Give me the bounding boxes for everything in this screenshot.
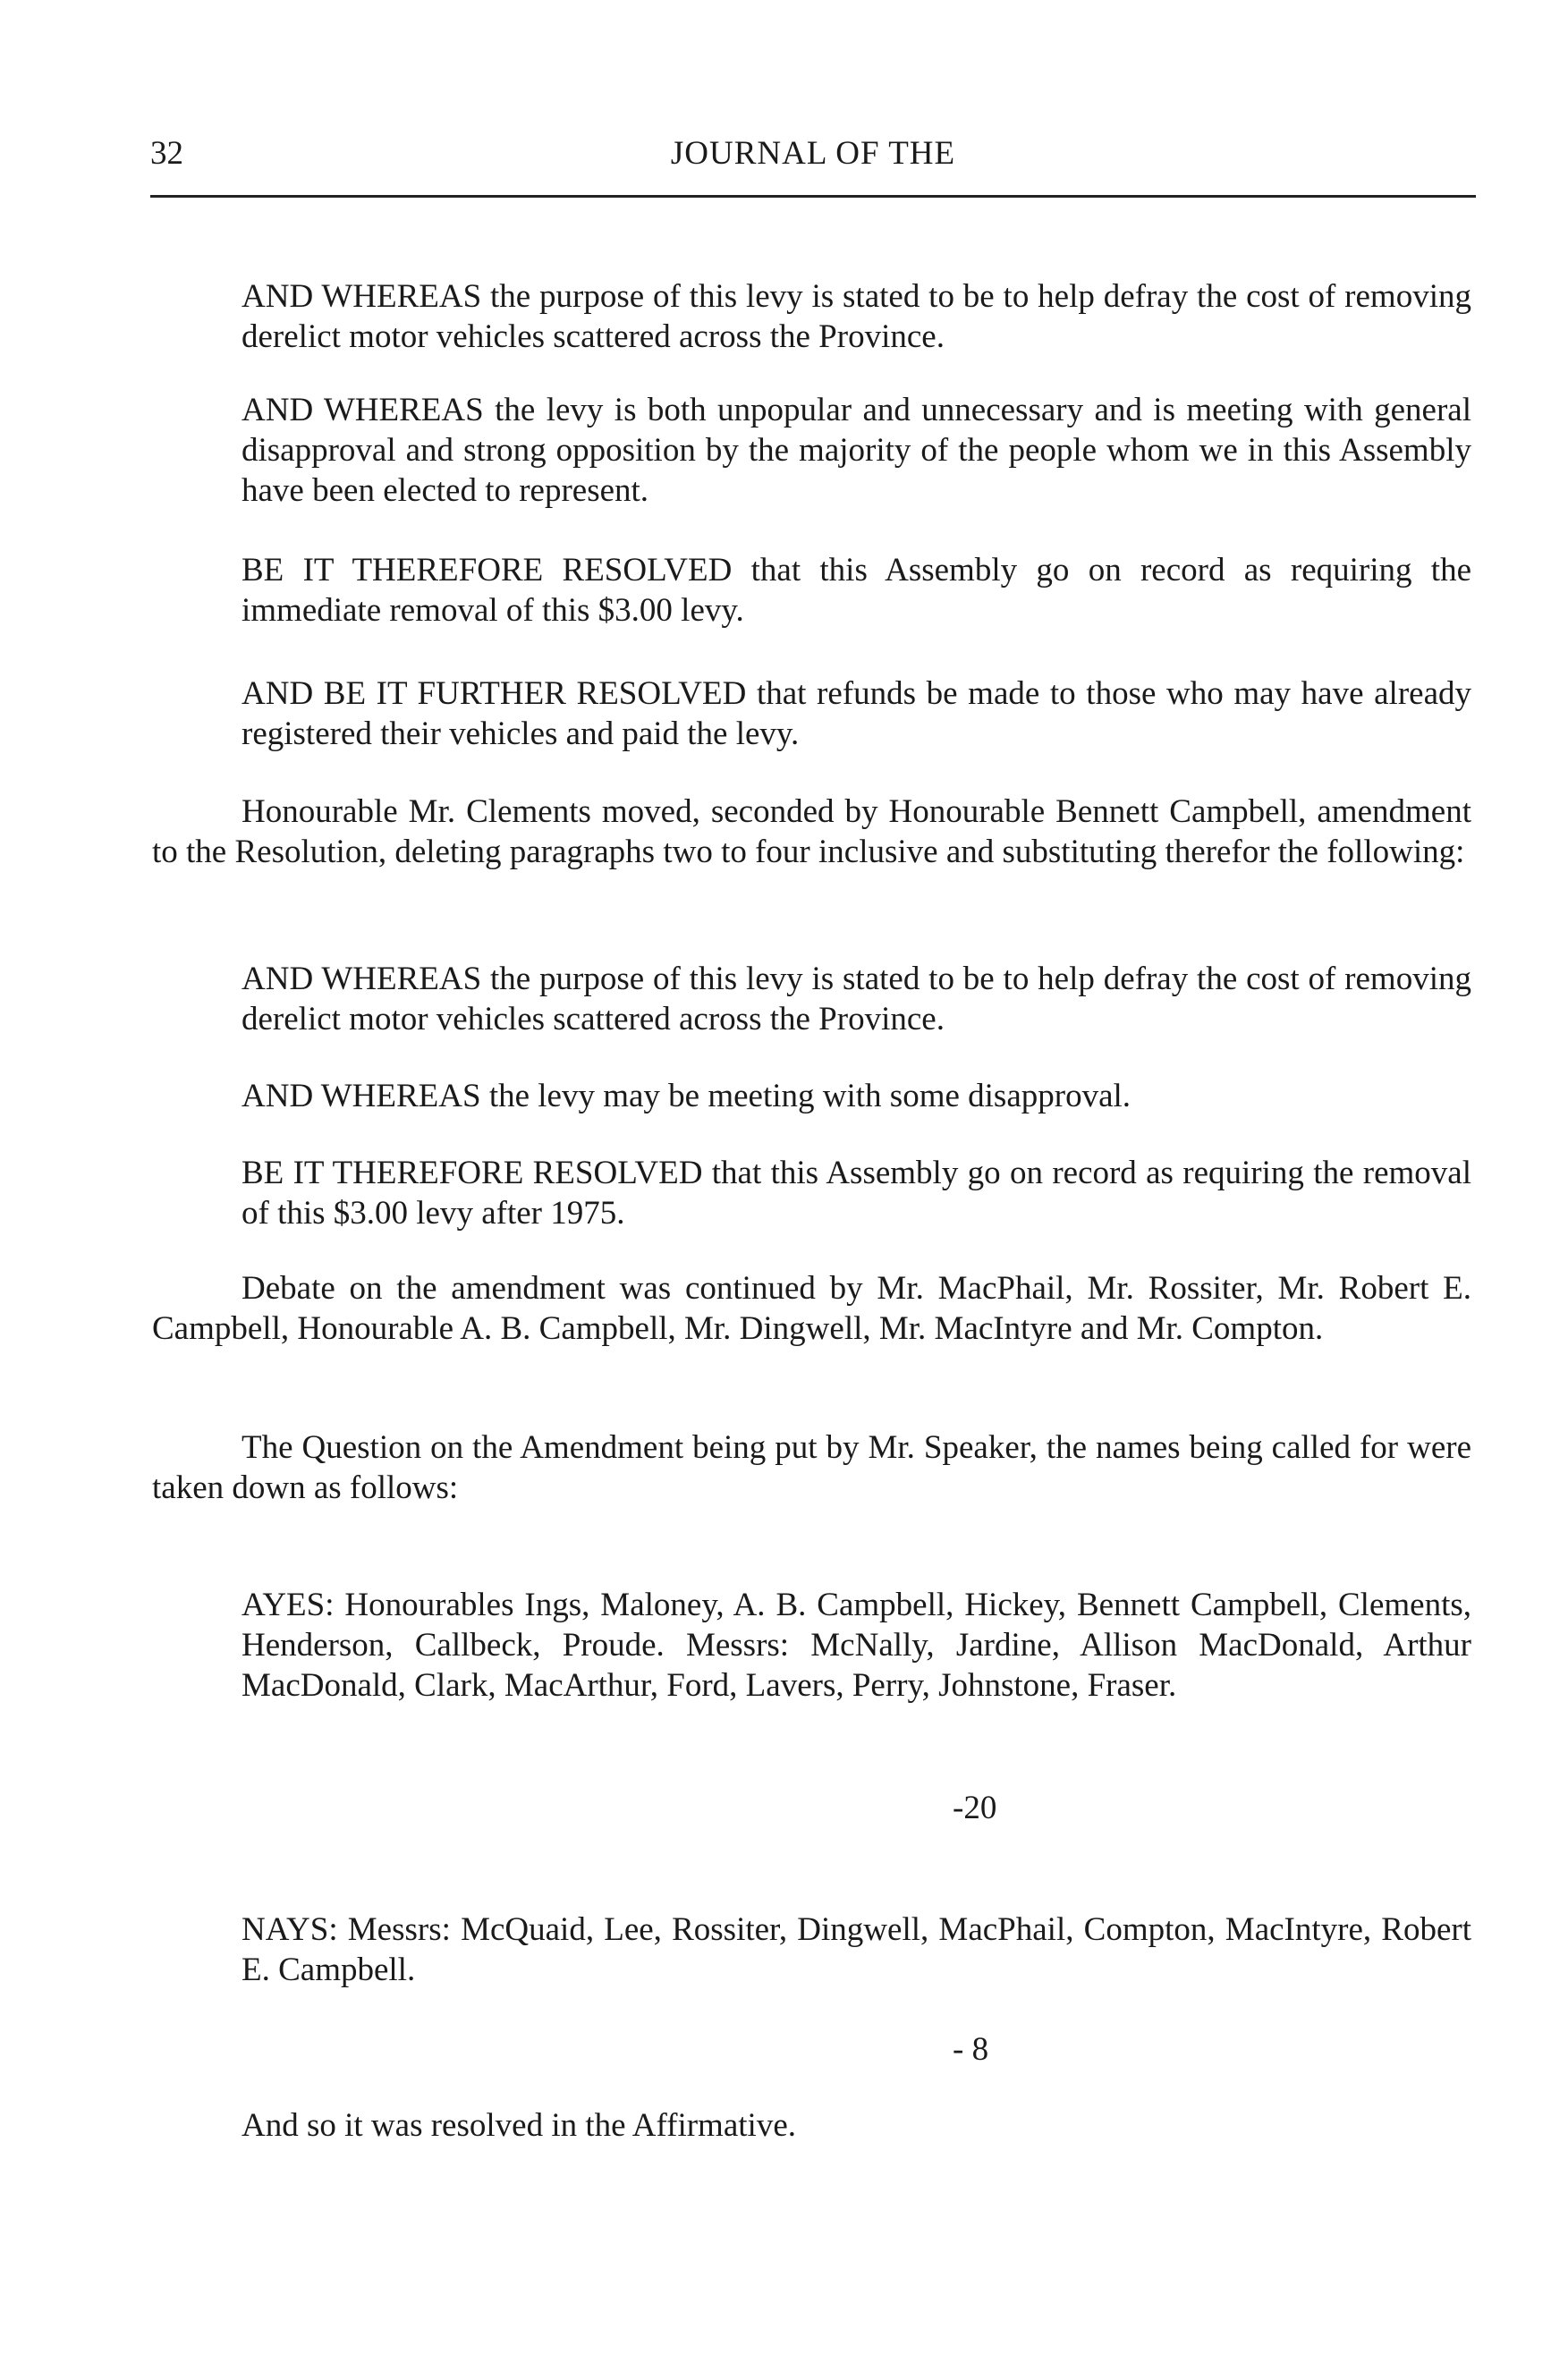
resolved-after-1975-paragraph: BE IT THEREFORE RESOLVED that this Assembly go on record as requiring the removal of this $3.00 levy after 1975. [242,1155,1471,1232]
debate-paragraph: Debate on the amendment was continued by Mr. MacPhail, Mr. Rossiter, Mr. Robert E. Campbell, Honourable A. B. Campbell, Mr. Dingwell, Mr. MacIntyre and Mr. Compton. [152,1270,1471,1347]
page-header [150,134,1476,188]
header-rule [150,195,1476,198]
whereas-purpose-substitute-paragraph: AND WHEREAS the purpose of this levy is stated to be to help defray the cost of removing derelict motor vehicles scattered across the Province. [242,961,1471,1037]
page-number: 32 [150,135,183,172]
question-paragraph: The Question on the Amendment being put by Mr. Speaker, the names being called for were taken down as follows: [152,1429,1471,1506]
nays-count: - 8 [953,2031,989,2068]
amendment-motion-paragraph: Honourable Mr. Clements moved, seconded by Honourable Bennett Campbell, amendment to the Resolution, deleting paragraphs two to four inclusive and substituting therefor the following: [152,793,1471,870]
ayes-count: -20 [953,1790,997,1826]
whereas-some-disapproval-paragraph: AND WHEREAS the levy may be meeting with some disapproval. [242,1078,1132,1114]
whereas-purpose-paragraph: AND WHEREAS the purpose of this levy is stated to be to help defray the cost of removing derelict motor vehicles scattered across the Province. [242,278,1471,355]
nays-paragraph: NAYS: Messrs: McQuaid, Lee, Rossiter, Dingwell, MacPhail, Compton, MacIntyre, Robert E. Campbell. [242,1911,1471,1988]
running-head: JOURNAL OF THE [670,135,956,172]
whereas-unpopular-paragraph: AND WHEREAS the levy is both unpopular and unnecessary and is meeting with general disapproval and strong opposition by the majority of the people whom we in this Assembly have been elected to represent. [242,392,1471,509]
further-resolved-paragraph: AND BE IT FURTHER RESOLVED that refunds be made to those who may have already registered their vehicles and paid the levy. [242,675,1471,752]
result-paragraph: And so it was resolved in the Affirmative. [242,2107,796,2144]
resolved-immediate-paragraph: BE IT THEREFORE RESOLVED that this Assembly go on record as requiring the immediate removal of this $3.00 levy. [242,552,1471,629]
ayes-paragraph: AYES: Honourables Ings, Maloney, A. B. Campbell, Hickey, Bennett Campbell, Clements, Henderson, Callbeck, Proude. Messrs: McNally, Jardine, Allison MacDonald, Arthur MacDonald, Clark, MacArthur, Ford, Lavers, Perry, Johnstone, Fraser. [242,1587,1471,1704]
